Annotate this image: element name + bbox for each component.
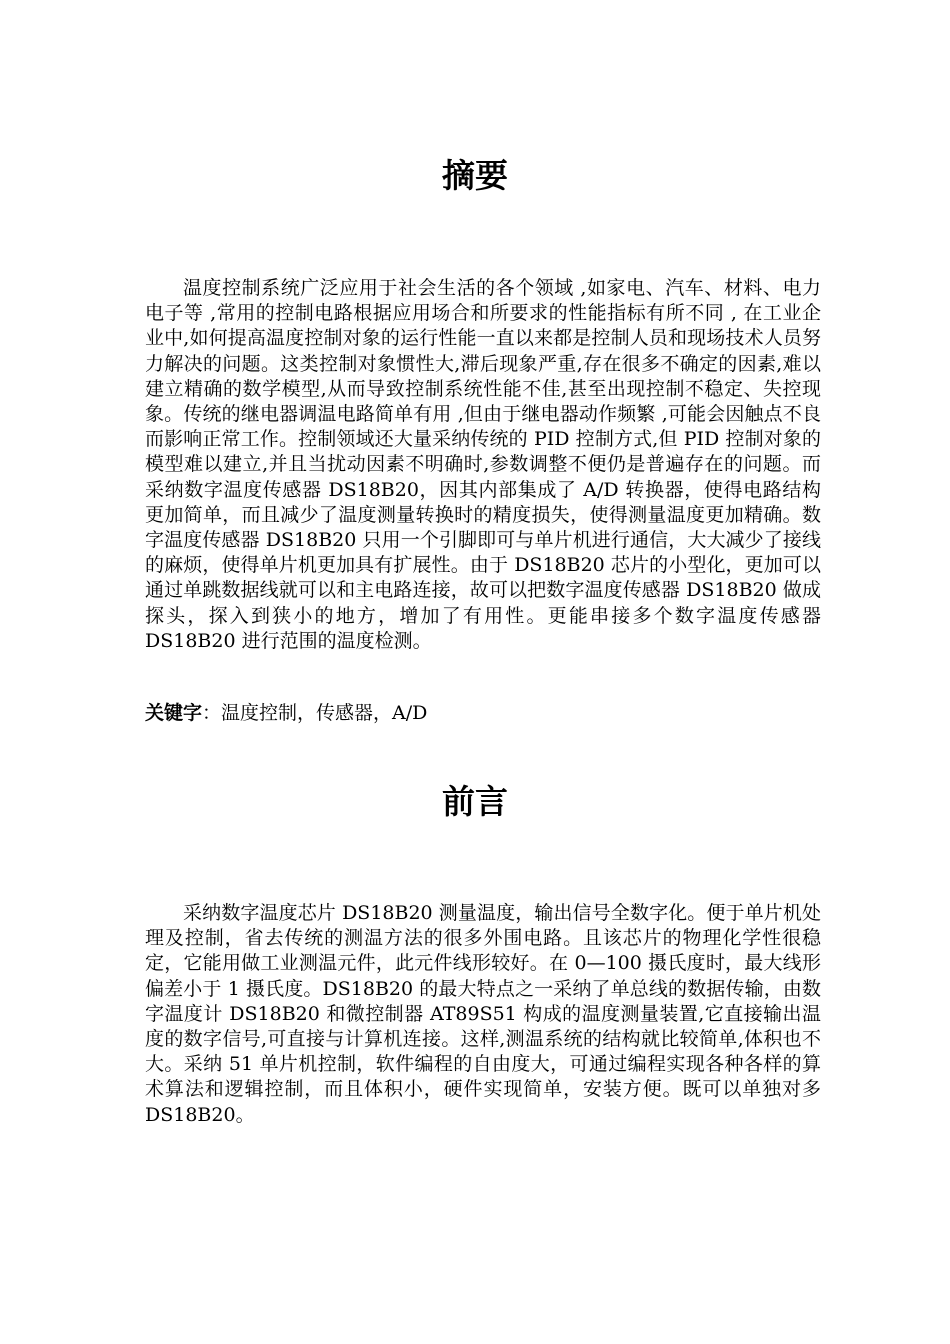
keywords-label: 关键字 (145, 702, 203, 724)
abstract-paragraph: 温度控制系统广泛应用于社会生活的各个领域 ,如家电、汽车、材料、电力电子等 ,常用的控制电路根据应用场合和所要求的性能指标有所不同 , 在工业企业中,如何提高温度控制对象的运行性能一直以来都是控制人员和现场技术人员努力解决的问题。这类控制对象惯性大,滞后现象严重,存在很多不确定的因素,难以建立精确的数学模型,从而导致控制系统性能不佳,甚至出现控制不稳定、失控现象。传统的继电器调温电路简单有用 ,但由于继电器动作频繁 ,可能会因触点不良而影响正常工作。控制领域还大量采纳传统的 PID 控制方式,但 PID 控制对象的模型难以建立,并且当扰动因素不明确时,参数调整不便仍是普遍存在的问题。而采纳数字温度传感器 DS18B20，因其内部集成了 A/D 转换器，使得电路结构更加简单，而且减少了温度测量转换时的精度损失，使得测量温度更加精确。数字温度传感器 DS18B20 只用一个引脚即可与单片机进行通信，大大减少了接线的麻烦，使得单片机更加具有扩展性。由于 DS18B20 芯片的小型化，更加可以通过单跳数据线就可以和主电路连接，故可以把数字温度传感器 DS18B20 做成探头，探入到狭小的地方，增加了有用性。更能串接多个数字温度传感器 DS18B20 进行范围的温度检测。 (145, 277, 821, 652)
preface-paragraph: 采纳数字温度芯片 DS18B20 测量温度，输出信号全数字化。便于单片机处理及控制，省去传统的测温方法的很多外围电路。且该芯片的物理化学性很稳定，它能用做工业测温元件，此元件线形较好。在 0—100 摄氏度时，最大线形偏差小于 1 摄氏度。DS18B20 的最大特点之一采纳了单总线的数据传输，由数字温度计 DS18B20 和微控制器 AT89S51 构成的温度测量装置,它直接输出温度的数字信号,可直接与计算机连接。这样,测温系统的结构就比较简单,体积也不大。采纳 51 单片机控制，软件编程的自由度大，可通过编程实现各种各样的算术算法和逻辑控制，而且体积小，硬件实现简单，安装方便。既可以单独对多 DS18B20。 (145, 902, 821, 1126)
abstract-heading: 摘要 (442, 156, 508, 195)
preface-heading: 前言 (442, 782, 508, 821)
keywords-line (145, 701, 821, 726)
keywords-separator: ： (202, 702, 222, 724)
keywords-text: 温度控制，传感器，A/D (221, 702, 428, 724)
